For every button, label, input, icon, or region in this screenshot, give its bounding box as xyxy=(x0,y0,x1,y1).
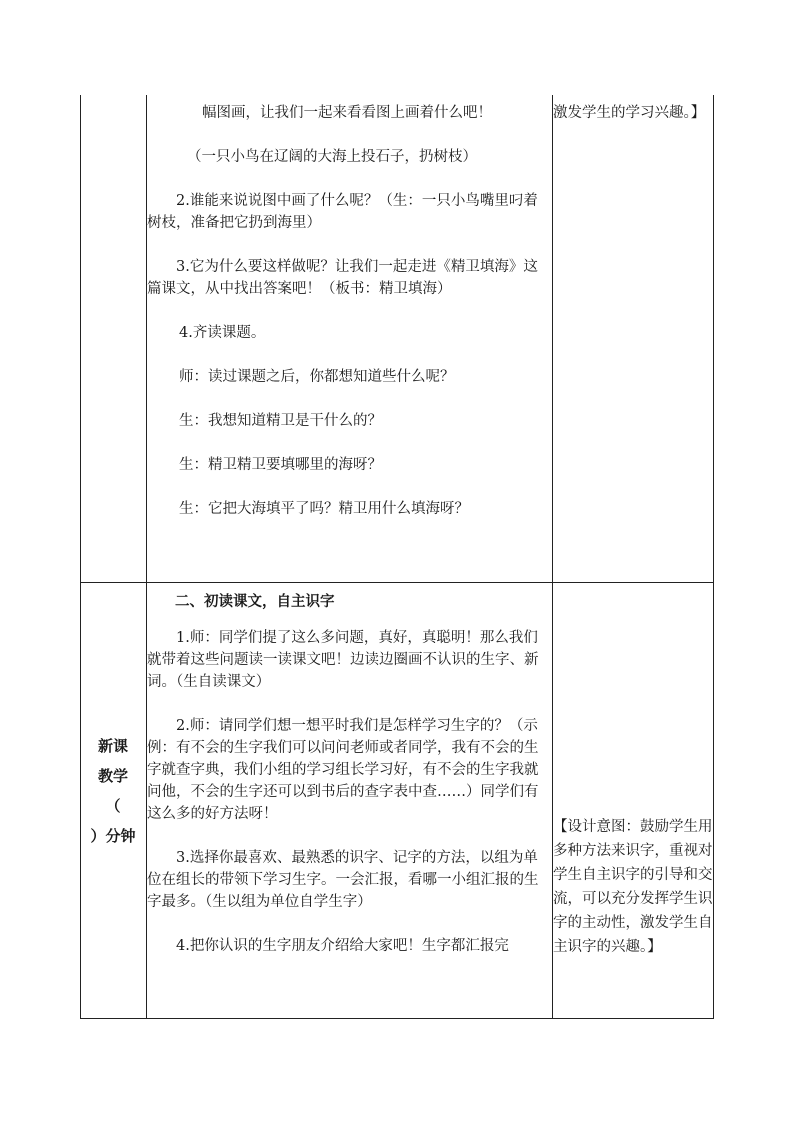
row1-para-4: 3.它为什么要这样做呢？让我们一起走进《精卫填海》这篇课文，从中找出答案吧！（板书：精卫填海） xyxy=(147,259,538,297)
row2-para-4: 4.把你认识的生字朋友介绍给大家吧！生字都汇报完 xyxy=(176,938,509,954)
table-border-right xyxy=(713,95,714,1019)
row1-note: 激发学生的学习兴趣。】 xyxy=(553,105,706,121)
row1-para-6: 师：读过课题之后，你都想知道些什么呢？ xyxy=(179,369,455,385)
table-border-bottom xyxy=(80,1018,714,1019)
row2-para-2: 2.师：请同学们想一想平时我们是怎样学习生字的？（示例：有不会的生字我们可以问问老师或者同学，我有不会的生字就查字典，我们小组的学习组长学习好，有不会的生字我就问他，不会的生字还可以到书后的查字表中查……）同学们有这么多的好方法呀！ xyxy=(147,718,539,822)
row-divider xyxy=(80,582,714,583)
row1-para-7: 生：我想知道精卫是干什么的？ xyxy=(179,413,382,429)
section-label-line-4: ）分钟 xyxy=(90,827,136,845)
row2-heading: 二、初读课文，自主识字 xyxy=(175,593,335,610)
row1-para-2: （一只小鸟在辽阔的大海上投石子，扔树枝） xyxy=(187,149,477,165)
section-label-line-3: （ xyxy=(105,797,121,815)
row1-para-1: 幅图画，让我们一起来看看图上画着什么吧！ xyxy=(202,105,492,121)
row1-para-8: 生：精卫精卫要填哪里的海呀？ xyxy=(179,457,382,473)
row2-para-3: 3.选择你最喜欢、最熟悉的识字、记字的方法，以组为单位在组长的带领下学习生字。一会汇报，看哪一小组汇报的生字最多。（生以组为单位自学生字） xyxy=(147,850,539,910)
section-label xyxy=(80,731,146,851)
row2-para-1: 1.师：同学们提了这么多问题，真好，真聪明！那么我们就带着这些问题读一读课文吧！边读边圈画不认识的生字、新词。（生自读课文） xyxy=(147,630,539,690)
lesson-plan-table xyxy=(80,95,714,1019)
row2-note: 【设计意图：鼓励学生用多种方法来识字，重视对学生自主识字的引导和交流，可以充分发挥学生识字的主动性，激发学生自主识字的兴趣。】 xyxy=(553,819,713,955)
table-border-left xyxy=(80,95,81,1019)
row1-para-5: 4.齐读课题。 xyxy=(179,325,266,341)
row1-content xyxy=(147,102,551,520)
row2-content xyxy=(147,591,551,957)
row1-para-9: 生：它把大海填平了吗？精卫用什么填海呀？ xyxy=(179,501,469,517)
row1-para-3: 2.谁能来说说图中画了什么呢？（生：一只小鸟嘴里叼着树枝，准备把它扔到海里） xyxy=(147,193,538,231)
section-label-line-2: 教学 xyxy=(97,767,128,785)
section-label-line-1: 新课 xyxy=(97,737,128,755)
